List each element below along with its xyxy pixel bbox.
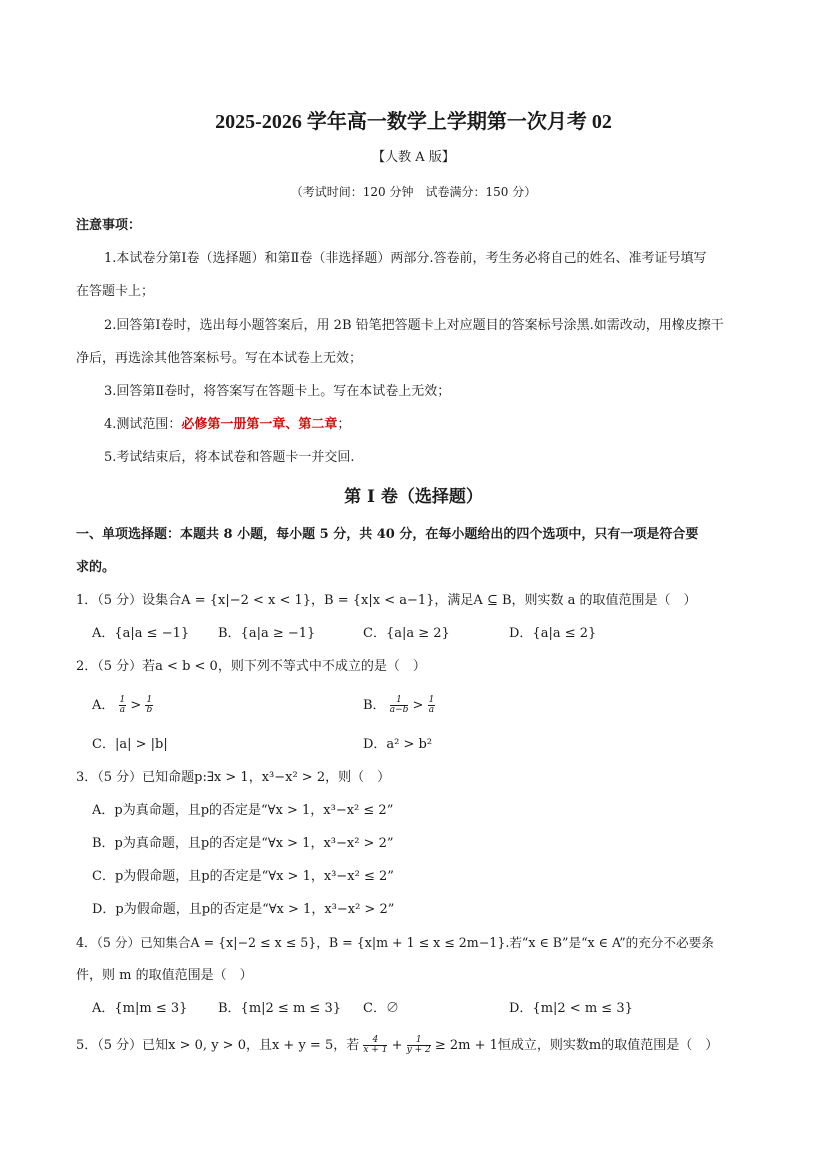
fraction-numerator: 1 (146, 695, 153, 705)
q2-a-fraction-2 (145, 696, 153, 715)
q2-b-relation: > (412, 698, 424, 713)
q3-option-b: B．p为真命题，且p的否定是“∀x > 1，x³−x² > 2” (92, 836, 394, 851)
section-title: 第 I 卷（选择题） (344, 487, 483, 507)
q2-stem: 2．（5 分）若a < b < 0，则下列不等式中不成立的是（ ） (76, 659, 426, 674)
q5-stem-suffix: ≥ 2m + 1恒成立，则实数m的取值范围是（ ） (434, 1038, 719, 1053)
q2-b-fraction-2 (428, 696, 436, 715)
q2-option-a-label: A． (92, 698, 115, 713)
fraction-denominator: b (146, 705, 153, 715)
q2-option-a (92, 696, 153, 715)
notice-item-4 (104, 416, 350, 434)
fraction-numerator: 1 (428, 695, 435, 705)
section-instruction-b: 求的。 (76, 560, 116, 575)
notice-item-2a: 2.回答第Ⅰ卷时，选出每小题答案后，用 2B 铅笔把答题卡上对应题目的答案标号涂黑.如需改动，用橡皮擦干 (104, 318, 724, 333)
fraction-denominator: a (428, 705, 435, 715)
q2-a-relation: > (130, 698, 142, 713)
notice-item-3: 3.回答第Ⅱ卷时，将答案写在答题卡上。写在本试卷上无效； (104, 384, 451, 399)
q2-option-c: C．|a| > |b| (92, 737, 168, 752)
q3-stem: 3．（5 分）已知命题p:∃x > 1，x³−x² > 2，则（ ） (76, 770, 391, 785)
fraction-denominator: a (119, 705, 126, 715)
q4-stem-a: 4．（5 分）已知集合A = {x|−2 ≤ x ≤ 5}，B = {x|m + 1 ≤ x ≤ 2m−1}.若“x ∈ B”是“x ∈ A”的充分不必要条 (76, 935, 714, 950)
fraction-numerator: 1 (407, 1036, 431, 1046)
q2-b-fraction-1 (390, 696, 409, 715)
fraction-numerator: 1 (119, 695, 126, 705)
q5-plus: + (391, 1038, 403, 1053)
q5-stem-prefix: 5．（5 分）已知x > 0, y > 0，且x + y = 5，若 (76, 1038, 360, 1053)
q4-option-d: D．{m|2 < m ≤ 3} (509, 1001, 633, 1016)
notice-item-5: 5.考试结束后，将本试卷和答题卡一并交回. (104, 450, 355, 465)
q3-option-d: D．p为假命题，且p的否定是“∀x > 1，x³−x² > 2” (92, 902, 395, 917)
exam-info: （考试时间：120 分钟 试卷满分：150 分） (290, 185, 537, 199)
q1-option-c: C．{a|a ≥ 2} (363, 626, 450, 641)
q5-stem (76, 1036, 718, 1055)
q4-option-a: A．{m|m ≤ 3} (92, 1001, 188, 1016)
notice-item-1b: 在答题卡上； (76, 284, 155, 299)
exam-title: 2025-2026 学年高一数学上学期第一次月考 02 (215, 111, 612, 133)
q5-fraction-2 (407, 1036, 431, 1055)
q5-fraction-1 (363, 1036, 387, 1055)
notice-item-4-prefix: 4.测试范围： (104, 417, 182, 432)
q2-option-d: D．a² > b² (363, 737, 433, 752)
q1-option-b: B．{a|a ≥ −1} (218, 626, 316, 641)
fraction-denominator: y + 2 (406, 1045, 431, 1055)
notice-heading: 注意事项： (76, 218, 142, 233)
edition-label: 【人教 A 版】 (372, 150, 455, 165)
notice-item-4-scope: 必修第一册第一章、第二章 (181, 417, 338, 432)
q2-a-fraction-1 (119, 696, 127, 715)
q2-option-b-label: B． (363, 698, 386, 713)
fraction-denominator: x + 1 (363, 1045, 388, 1055)
fraction-numerator: 1 (390, 696, 409, 706)
section-instruction-a: 一、单项选择题：本题共 8 小题，每小题 5 分，共 40 分，在每小题给出的四个选项中，只有一项是符合要 (76, 527, 699, 542)
q1-option-d: D．{a|a ≤ 2} (509, 626, 597, 641)
q3-option-a: A．p为真命题，且p的否定是“∀x > 1，x³−x² ≤ 2” (92, 803, 394, 818)
q4-stem-b: 件，则 m 的取值范围是（ ） (76, 968, 253, 983)
q1-stem: 1．（5 分）设集合A = {x|−2 < x < 1}，B = {x|x < a−1}，满足A ⊆ B，则实数 a 的取值范围是（ ） (76, 593, 697, 608)
q4-option-c: C．∅ (363, 1001, 399, 1016)
fraction-denominator: a−b (389, 705, 409, 715)
q1-option-a: A．{a|a ≤ −1} (92, 626, 190, 641)
fraction-numerator: 4 (363, 1036, 387, 1046)
notice-item-4-suffix: ； (337, 417, 351, 432)
notice-item-1a: 1.本试卷分第Ⅰ卷（选择题）和第Ⅱ卷（非选择题）两部分.答卷前，考生务必将自己的姓名、准考证号填写 (104, 251, 707, 266)
q3-option-c: C．p为假命题，且p的否定是“∀x > 1，x³−x² ≤ 2” (92, 869, 394, 884)
q4-option-b: B．{m|2 ≤ m ≤ 3} (218, 1001, 341, 1016)
q2-option-b (363, 696, 435, 715)
notice-item-2b: 净后，再选涂其他答案标号。写在本试卷上无效； (76, 351, 363, 366)
